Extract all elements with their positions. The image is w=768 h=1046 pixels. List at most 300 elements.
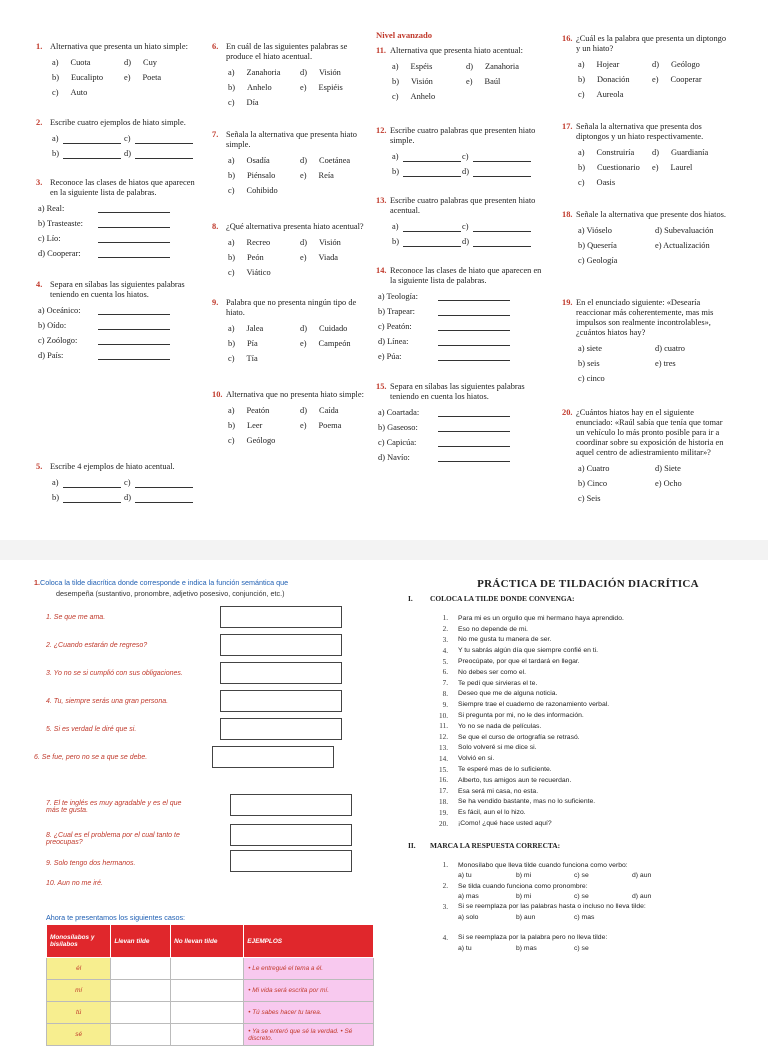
option-text: Coetánea [318,155,351,165]
answer-line[interactable] [473,223,531,232]
answer-line[interactable] [438,352,510,361]
label-row [38,303,196,318]
option-text: Leer [246,420,263,430]
answer-line[interactable] [403,238,461,247]
answer-options [228,235,372,280]
no-accent-cell[interactable] [171,1002,244,1024]
question [376,266,542,364]
tilde-table [46,924,374,1046]
question-number: 8. [212,222,219,231]
sentence-text[interactable]: Deseo que me de alguna noticia. [458,690,558,698]
sentence-number: 4. [442,646,448,655]
answer-line[interactable] [63,479,121,488]
answer-line[interactable] [63,135,121,144]
sentence-text[interactable]: No me gusta tu manera de ser. [458,636,552,644]
question-number: 20. [562,408,573,417]
label-row [378,289,542,304]
accent-cell[interactable] [111,1002,171,1024]
option-text: Cuestionario [596,162,640,172]
answer-option[interactable] [392,77,466,87]
label-row [378,334,542,349]
sentence-text[interactable]: Volvió en si. [458,755,495,763]
option-letter: d) [124,57,131,67]
answer-option[interactable] [228,186,302,196]
answer-box[interactable] [220,718,342,740]
answer-line[interactable] [98,321,170,330]
section-2-title [408,841,748,850]
option-text: Oasis [596,177,616,187]
table-row [47,980,374,1002]
question-number: 3. [442,902,448,911]
answer-line[interactable] [438,408,510,417]
question-text: Alternativa que presenta un hiato simple: [50,42,188,51]
blank-letter: a) [52,133,59,143]
answer-box[interactable] [220,662,342,684]
answer-line[interactable] [473,238,531,247]
question [212,130,372,198]
sentence-text[interactable]: Para mi es un orgullo que mi hermano haya aprendido. [458,614,624,622]
answer-option[interactable]: d) aun [632,893,652,901]
option-row [228,433,372,448]
page-gap [0,540,768,560]
answer-option[interactable]: a) Vióselo [578,225,612,235]
answer-option[interactable] [300,171,372,181]
answer-option[interactable] [228,238,300,248]
answer-option[interactable] [578,163,652,173]
option-text: Osadía [246,155,270,165]
answer-option[interactable] [300,324,372,334]
answer-line[interactable] [438,453,510,462]
answer-option[interactable] [52,58,124,68]
answer-line[interactable] [135,494,193,503]
answer-option[interactable] [300,156,372,166]
answer-line[interactable] [438,322,510,331]
option-row [578,253,732,268]
answer-option[interactable]: b) mas [516,944,537,952]
option-letter: a) [228,405,235,415]
answer-option[interactable] [124,73,196,83]
answer-options [578,57,732,102]
word-label: d) Cooperar: [38,248,81,258]
monosyllable-word: mí [47,980,111,1002]
answer-option[interactable]: c) mas [574,913,595,921]
option-text: Cuy [142,57,157,67]
question [562,34,732,102]
answer-option[interactable] [228,268,302,278]
option-text: Cuidado [318,323,348,333]
answer-option[interactable]: b) seis [578,358,600,368]
answer-option[interactable] [578,75,652,85]
answer-option[interactable]: a) mas [458,893,479,901]
question-text: Señale la alternativa que presente dos hiatos. [576,210,726,219]
answer-option[interactable]: b) Quesería [578,240,617,250]
blank-letter: c) [124,477,131,487]
blank-letter: b) [392,236,399,246]
table-header: EJEMPLOS [244,925,374,958]
sentence-text[interactable]: Te esperé mas de lo suficiente. [458,766,552,774]
sentence-number: 16. [439,776,448,785]
sentence-text[interactable]: Se ha vendido bastante, mas no lo suficiente. [458,798,596,806]
exercise-item: 8. ¿Cual es el problema por el cual tanto te preocupas? [46,832,180,846]
question [562,210,732,268]
cases-label: Ahora te presentamos los siguientes casos: [46,913,186,922]
answer-option[interactable]: c) se [574,872,589,880]
answer-option[interactable] [578,178,652,188]
label-row [378,450,542,465]
question-text: En el enunciado siguiente: «Desearía reaccionar más coherentemente, mas mis impulsos son realmente incontrolables», ¿cuántos hiatos hay? [576,298,714,338]
sentence-text[interactable]: Yo no se nada de películas. [458,722,542,730]
option-letter: a) [578,147,585,157]
accent-cell[interactable] [111,1024,171,1046]
option-text: Jalea [246,323,264,333]
answer-options [392,59,542,104]
answer-line[interactable] [438,307,510,316]
answer-option[interactable]: d) Subevaluación [655,225,714,235]
answer-option[interactable] [228,436,302,446]
answer-option[interactable]: a) Cuatro [578,463,610,473]
label-row [38,231,196,246]
option-letter: a) [228,237,235,247]
answer-line[interactable] [438,423,510,432]
sentence-text[interactable]: Esa será mi casa, no esta. [458,787,539,795]
option-letter: c) [228,353,235,363]
label-row [378,349,542,364]
answer-option[interactable] [228,253,300,263]
answer-line[interactable] [403,153,461,162]
sentence-text[interactable]: Te pedí que sirvieras el te. [458,679,538,687]
option-text: Pía [246,338,258,348]
label-row [378,435,542,450]
answer-box[interactable] [230,794,352,816]
answer-line[interactable] [403,223,461,232]
question-text: Escribe cuatro palabras que presenten hiato acentual. [390,196,536,216]
answer-line[interactable] [403,168,461,177]
word-label: b) Trapear: [378,306,415,316]
option-letter: c) [228,435,235,445]
exercise-item: 4. Tu, siempre serás una gran persona. [46,698,169,705]
sentence-text[interactable]: Y tu sabrás algún día que siempre confié en ti. [458,647,599,655]
option-letter: e) [300,82,307,92]
sentence-text[interactable]: ¡Como! ¿qué hace usted aquí? [458,820,552,828]
sentence-text[interactable]: Preocúpate, por que el tardará en llegar. [458,658,580,666]
sentence-number: 1. [442,614,448,623]
option-text: Cuota [70,57,91,67]
exercise-item: 1. Se que me ama. [46,614,106,621]
answer-option[interactable] [300,339,372,349]
question-text: Se tilda cuando funciona como pronombre: [458,882,588,890]
answer-option[interactable] [228,339,300,349]
answer-line[interactable] [135,479,193,488]
answer-box[interactable] [230,824,352,846]
answer-option[interactable] [228,83,300,93]
option-text: Viático [246,267,271,277]
answer-option[interactable]: b) aun [516,913,536,921]
table-header: Llevan tilde [111,925,171,958]
answer-line[interactable] [98,219,170,228]
question-number: 1. [36,42,43,51]
option-row [228,265,372,280]
answer-option[interactable] [652,60,726,70]
answer-option[interactable] [300,68,372,78]
answer-option[interactable]: e) Ocho [655,478,682,488]
right-exercise [408,578,748,953]
option-row [392,89,542,104]
blank-answer [52,134,124,144]
option-row [392,59,542,74]
option-row [578,160,732,175]
blank-letter: d) [124,492,131,502]
sentence-text[interactable]: Alberto, tus amigos aun te recuerdan. [458,776,572,784]
label-row [38,333,196,348]
answer-option[interactable]: c) se [574,944,589,952]
sentence-text[interactable]: No debes ser como el. [458,668,527,676]
option-letter: e) [300,252,307,262]
answer-option[interactable] [392,92,466,102]
option-text: Visión [410,76,433,86]
question-number: 13. [376,196,387,205]
sentence-text[interactable]: Si pregunta por mi, no le des información. [458,712,584,720]
answer-line[interactable] [98,351,170,360]
sentence-text[interactable]: Solo volveré si me dice si. [458,744,537,752]
blank-letter: b) [392,166,399,176]
exercise-number: 1. [34,578,40,587]
question-number: 4. [36,280,43,289]
table-row [47,1024,374,1046]
answer-box[interactable] [220,690,342,712]
sentence-number: 7. [442,679,448,688]
option-text: Geólogo [246,435,276,445]
question-text: Señala la alternativa que presenta hiato simple. [226,130,357,150]
blank-row [392,164,542,179]
answer-option[interactable] [300,83,372,93]
answer-option[interactable]: b) mi [516,893,532,901]
option-text: Viada [318,252,339,262]
option-text: Anhelo [246,82,272,92]
blank-letter: c) [124,133,131,143]
option-row [228,250,372,265]
word-label: c) Zoólogo: [38,335,78,345]
answer-line[interactable] [98,204,170,213]
answer-box[interactable] [220,634,342,656]
answer-line[interactable] [63,494,121,503]
question-text: Alternativa que presenta hiato acentual: [390,46,524,55]
answer-option[interactable]: c) Geología [578,255,618,265]
question-number: 7. [212,130,219,139]
question-text: Señala la alternativa que presenta dos diptongos y un hiato respectivamente. [576,122,704,142]
accent-cell[interactable] [111,980,171,1002]
answer-option[interactable] [466,62,540,72]
answer-option[interactable]: e) Actualización [655,240,710,250]
answer-option[interactable]: d) aun [632,872,652,880]
answer-option[interactable]: c) cinco [578,373,605,383]
option-letter: d) [652,147,659,157]
sentence-number: 15. [439,765,448,774]
question [212,222,372,280]
question-number: 14. [376,266,387,275]
answer-option[interactable]: e) tres [655,358,676,368]
blank-letter: a) [52,477,59,487]
sentence-row [430,721,748,732]
sentence-text[interactable]: Eso no depende de mi. [458,625,528,633]
option-text: Peatón [246,405,270,415]
option-letter: d) [466,61,473,71]
exercise-item: 10. Aun no me iré. [46,880,103,887]
blank-row [392,219,542,234]
sentence-number: 14. [439,754,448,763]
option-row [228,153,372,168]
answer-option[interactable] [228,68,300,78]
answer-option[interactable]: b) mi [516,872,532,880]
answer-box[interactable] [220,606,342,628]
answer-line[interactable] [98,234,170,243]
sentence-number: 10. [439,711,448,720]
question-number: 16. [562,34,573,43]
answer-box[interactable] [230,850,352,872]
sentence-number: 3. [442,635,448,644]
sentence-number: 6. [442,668,448,677]
answer-option[interactable] [228,421,300,431]
blank-letter: a) [392,151,399,161]
question [562,298,732,386]
answer-options [578,341,732,386]
answer-option[interactable]: d) Siete [655,463,681,473]
answer-option[interactable] [52,88,126,98]
question [212,298,372,366]
answer-option[interactable] [652,163,726,173]
no-accent-cell[interactable] [171,980,244,1002]
answer-option[interactable] [228,354,302,364]
exercise-item: 6. Se fue, pero no se a que se debe. [34,754,148,761]
answer-option[interactable]: a) tu [458,872,472,880]
sentence-row [430,613,748,624]
sentence-row [430,699,748,710]
sentence-row [430,635,748,646]
answer-option[interactable] [228,156,300,166]
answer-option[interactable] [124,58,196,68]
sentence-row [430,786,748,797]
option-row [578,371,732,386]
answer-line[interactable] [438,438,510,447]
table-header: Monosílabos y bisílabos [47,925,111,958]
answer-option[interactable]: a) solo [458,913,479,921]
answer-options [52,475,196,505]
question [376,382,542,465]
no-accent-cell[interactable] [171,958,244,980]
answer-option[interactable] [52,73,124,83]
answer-option[interactable] [228,406,300,416]
answer-option[interactable] [578,148,652,158]
answer-box[interactable] [212,746,334,768]
option-text: Poema [318,420,342,430]
tilde-diacritica-worksheet [0,560,768,1042]
option-text: Espiéis [318,82,343,92]
sentence-number: 17. [439,787,448,796]
answer-line[interactable] [98,249,170,258]
answer-option[interactable]: a) tu [458,944,472,952]
answer-options [52,55,196,100]
answer-line[interactable] [135,150,193,159]
answer-line[interactable] [473,153,531,162]
option-text: Eucalipto [70,72,104,82]
answer-option[interactable] [652,148,726,158]
answer-line[interactable] [473,168,531,177]
answer-line[interactable] [438,337,510,346]
answer-option[interactable] [228,98,302,108]
answer-options [228,321,372,366]
blank-letter: d) [462,166,469,176]
sentence-text[interactable]: Siempre trae el cuaderno de razonamiento verbal. [458,701,610,709]
option-letter: d) [300,405,307,415]
option-text: Laurel [670,162,693,172]
answer-option[interactable] [300,253,372,263]
answer-option[interactable] [300,421,372,431]
blank-row [392,234,542,249]
answer-option[interactable]: d) cuatro [655,343,685,353]
answer-option[interactable] [578,90,652,100]
answer-option[interactable]: c) Seis [578,493,601,503]
answer-option[interactable] [652,75,726,85]
answer-option[interactable] [578,60,652,70]
answer-line[interactable] [98,306,170,315]
answer-line[interactable] [63,150,121,159]
answer-options [228,153,372,198]
sentence-text[interactable]: Es fácil, aun el lo hizo. [458,809,526,817]
question [376,46,542,104]
question-text: Escribe cuatro palabras que presenten hiato simple. [390,126,536,146]
word-label: d) Navío: [378,452,410,462]
option-row [392,74,542,89]
answer-option[interactable] [300,406,372,416]
option-row [228,95,372,110]
answer-option[interactable]: c) se [574,893,589,901]
answer-option[interactable]: b) Cinco [578,478,608,488]
answer-option[interactable] [228,324,300,334]
section-2-label: MARCA LA RESPUESTA CORRECTA: [430,840,561,850]
answer-options [52,131,196,161]
question-number: 12. [376,126,387,135]
question [376,196,542,249]
option-text: Cohibido [246,185,278,195]
sentence-row [430,710,748,721]
no-accent-cell[interactable] [171,1024,244,1046]
answer-option[interactable] [228,171,300,181]
sentence-row [430,645,748,656]
accent-cell[interactable] [111,958,171,980]
example-cell: • Le entregué el tema a él. [244,958,374,980]
answer-option[interactable] [300,238,372,248]
question-text: Monosílabo que lleva tilde cuando funciona como verbo: [458,861,628,869]
answer-line[interactable] [98,336,170,345]
option-letter: b) [228,82,235,92]
question-number: 11. [376,46,387,55]
sentence-text[interactable]: Se que el curso de ortografía se retrasó. [458,733,580,741]
blank-answer [124,149,196,159]
option-row [52,85,196,100]
question-number: 2. [442,882,448,891]
answer-option[interactable] [466,77,540,87]
answer-line[interactable] [438,292,510,301]
option-row [228,336,372,351]
section-2-number: II. [408,840,416,850]
question [562,408,732,506]
question [36,118,196,161]
blank-row [392,149,542,164]
answer-option[interactable] [392,62,466,72]
option-text: Cooperar [670,74,702,84]
answer-line[interactable] [135,135,193,144]
sentence-number: 18. [439,797,448,806]
answer-option[interactable]: a) siete [578,343,602,353]
